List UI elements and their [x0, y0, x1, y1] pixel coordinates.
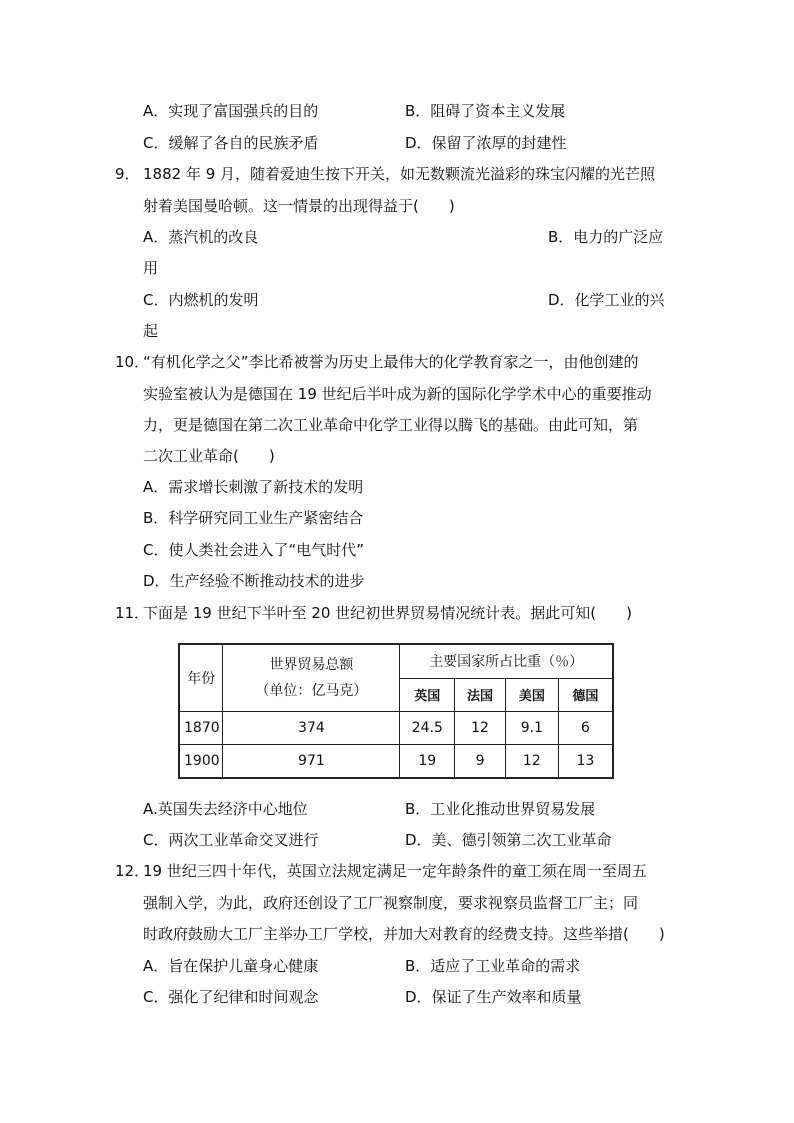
- header-total-line-1: 世界贸易总额: [269, 656, 354, 673]
- q10-number: 10．: [115, 353, 150, 371]
- header-country-share: 主要国家所占比重（％）: [400, 644, 613, 678]
- q12-option-d: D．保证了生产效率和质量: [405, 988, 582, 1006]
- cell-uk: 24.5: [400, 711, 455, 744]
- q9-option-a: A．蒸汽机的改良: [143, 228, 259, 246]
- header-germany: 德国: [558, 678, 613, 711]
- q12-option-a: A．旨在保护儿童身心健康: [143, 957, 319, 975]
- q11-option-a: A.英国失去经济中心地位: [143, 800, 308, 818]
- cell-germany: 13: [558, 744, 613, 778]
- cell-year: 1900: [179, 744, 223, 778]
- cell-france: 9: [455, 744, 506, 778]
- world-trade-table: [178, 643, 614, 779]
- q9-stem-line-1: 1882 年 9 月，随着爱迪生按下开关，如无数颗流光溢彩的珠宝闪耀的光芒照: [143, 165, 656, 183]
- cell-france: 12: [455, 711, 506, 744]
- q8-option-a: A．实现了富国强兵的目的: [143, 102, 319, 120]
- q10-stem-line-3: 力，更是德国在第二次工业革命中化学工业得以腾飞的基础。由此可知，第: [143, 416, 639, 434]
- cell-total: 374: [223, 711, 400, 744]
- q9-stem-line-2: 射着美国曼哈顿。这一情景的出现得益于( ): [143, 197, 455, 215]
- q11-stem: 下面是 19 世纪下半叶至 20 世纪初世界贸易情况统计表。据此可知( ): [143, 604, 632, 622]
- cell-uk: 19: [400, 744, 455, 778]
- header-world-trade-total: [223, 644, 400, 711]
- table-row: [179, 711, 613, 744]
- cell-usa: 9.1: [505, 711, 558, 744]
- q10-option-a: A．需求增长刺激了新技术的发明: [143, 478, 364, 496]
- q9-option-b-continued: 用: [143, 259, 159, 277]
- q9-number: 9．: [115, 165, 140, 183]
- q11-option-c: C．两次工业革命交叉进行: [143, 831, 319, 849]
- q10-stem-line-2: 实验室被认为是德国在 19 世纪后半叶成为新的国际化学学术中心的重要推动: [143, 385, 652, 403]
- q10-option-c: C．使人类社会进入了“电气时代”: [143, 541, 365, 559]
- q9-option-d-continued: 起: [143, 322, 159, 340]
- q12-stem-line-1: 19 世纪三四十年代，英国立法规定满足一定年龄条件的童工须在周一至周五: [143, 862, 647, 880]
- q10-stem-line-4: 二次工业革命( ): [143, 447, 275, 465]
- q11-option-b: B．工业化推动世界贸易发展: [405, 800, 596, 818]
- q9-option-c: C．内燃机的发明: [143, 291, 259, 309]
- q12-stem-line-2: 强制入学，为此，政府还创设了工厂视察制度，要求视察员监督工厂主；同: [143, 894, 639, 912]
- q11-option-d: D．美、德引领第二次工业革命: [405, 831, 612, 849]
- q9-option-b: B．电力的广泛应: [548, 228, 664, 246]
- header-total-line-2: （单位：亿马克）: [255, 682, 368, 699]
- header-france: 法国: [455, 678, 506, 711]
- q10-option-d: D．生产经验不断推动技术的进步: [143, 572, 365, 590]
- q8-option-c: C．缓解了各自的民族矛盾: [143, 134, 319, 152]
- q9-option-d: D．化学工业的兴: [548, 291, 665, 309]
- cell-usa: 12: [505, 744, 558, 778]
- header-year: 年份: [179, 644, 223, 711]
- q10-option-b: B．科学研究同工业生产紧密结合: [143, 509, 364, 527]
- cell-germany: 6: [558, 711, 613, 744]
- q12-number: 12．: [115, 862, 150, 880]
- header-usa: 美国: [505, 678, 558, 711]
- q8-option-b: B．阻碍了资本主义发展: [405, 102, 566, 120]
- header-uk: 英国: [400, 678, 455, 711]
- q11-number: 11．: [115, 604, 150, 622]
- cell-total: 971: [223, 744, 400, 778]
- q12-option-c: C．强化了纪律和时间观念: [143, 988, 319, 1006]
- q10-stem-line-1: “有机化学之父”李比希被誉为历史上最伟大的化学教育家之一，由他创建的: [143, 353, 639, 371]
- q12-option-b: B．适应了工业革命的需求: [405, 957, 581, 975]
- q12-stem-line-3: 时政府鼓励大工厂主举办工厂学校，并加大对教育的经费支持。这些举措( ): [143, 925, 665, 943]
- table-row: [179, 744, 613, 778]
- q8-option-d: D．保留了浓厚的封建性: [405, 134, 567, 152]
- cell-year: 1870: [179, 711, 223, 744]
